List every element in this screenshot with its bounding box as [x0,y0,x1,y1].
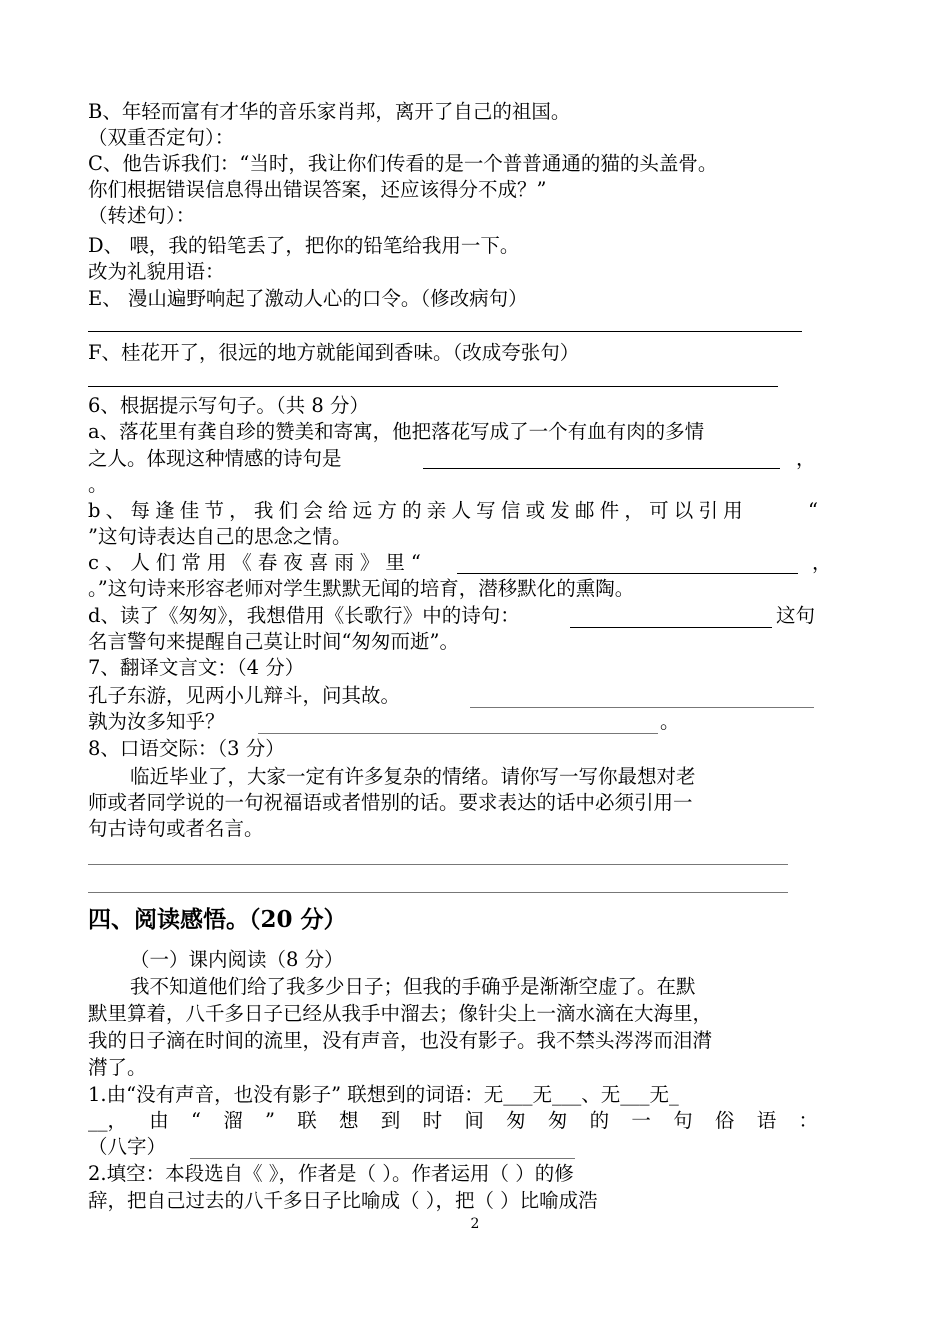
s8-answer-line2[interactable] [88,892,788,893]
s7-answer-line2[interactable] [258,733,658,734]
q1-word: 想 [339,1109,359,1132]
reading-para-line3: 我的日子滴在时间的流里，没有声音，也没有影子。我不禁头涔涔而泪潸 [88,1029,713,1052]
page-number: 2 [470,1216,480,1232]
s6-b-line2: ”这句诗表达自己的思念之情。 [88,525,352,548]
s5-f-answer-line[interactable] [88,386,778,387]
q1-word: __， [88,1109,128,1132]
part4-subheading: （一）课内阅读（8 分） [130,948,344,971]
s6-a-line2: 之人。体现这种情感的诗句是 [88,447,342,470]
s6-c-line1: c、人们常用《春夜喜雨》里“ [88,551,427,574]
s6-a-line1: a、落花里有龚自珍的赞美和寄寓，他把落花写成了一个有血有肉的多情 [88,420,705,443]
s6-d-answer-line[interactable] [570,627,772,628]
s5-b-task: （双重否定句）： [88,126,235,149]
s8-para-line3: 句古诗句或者名言。 [88,817,264,840]
q2-line2: 辞，把自己过去的八千多日子比喻成（ ），把（ ）比喻成浩 [88,1189,598,1212]
q1-word: 匆 [506,1109,526,1132]
q1-line1: 1.由“没有声音，也没有影子” 联想到的词语：无___无___、无___无_ [88,1083,679,1106]
s5-d-task: 改为礼貌用语： [88,260,225,283]
q1-word: 到 [380,1109,401,1132]
reading-para-line2: 默里算着，八千多日子已经从我手中溜去；像针尖上一滴水滴在大海里， [88,1002,713,1025]
s5-c-line2: 你们根据错误信息得出错误答案，还应该得分不成？” [88,178,547,201]
s5-c-line1: C、他告诉我们：“当时，我让你们传看的是一个普普通通的猫的头盖骨。 [88,152,718,175]
s5-e-answer-line[interactable] [88,331,802,332]
s8-heading: 8、口语交际：（3 分） [88,737,285,760]
q1-line3: （八字） [88,1135,167,1158]
s8-para-line2: 师或者同学说的一句祝福语或者惜别的话。要求表达的话中必须引用一 [88,791,693,814]
s5-b: B、年轻而富有才华的音乐家肖邦，离开了自己的祖国。 [88,100,571,123]
s8-answer-line1[interactable] [88,864,788,865]
s6-d-tail: 这句 [776,604,816,627]
s5-e: E、 漫山遍野响起了激动人心的口令。（修改病句） [88,287,528,310]
s6-d-line2: 名言警句来提醒自己莫让时间“匆匆而逝”。 [88,630,459,653]
s6-d-line1: d、读了《匆匆》，我想借用《长歌行》中的诗句： [88,604,520,627]
s6-a-line3: 。 [88,473,108,496]
s5-d: D、 喂，我的铅笔丢了，把你的铅笔给我用一下。 [88,234,520,257]
s6-b-quote: “ [808,499,818,522]
s6-a-comma: ， [796,447,816,470]
q1-word: 联 [297,1109,317,1132]
q1-word: ： [798,1109,818,1132]
s7-line2: 孰为汝多知乎？ [88,710,225,733]
q1-word: 句 [673,1109,693,1132]
q1-line2 [88,1108,818,1134]
s6-a-answer-line[interactable] [423,468,780,469]
part4-heading: 四、阅读感悟。（20 分） [88,906,347,933]
s6-c-line2: 。”这句诗来形容老师对学生默默无闻的培育，潜移默化的熏陶。 [88,577,635,600]
s6-b-text: b、每逢佳节，我们会给远方的亲人写信或发邮件，可以引用 [88,499,748,522]
q1-word: 的 [589,1109,610,1132]
s7-line1: 孔子东游，见两小儿辩斗，问其故。 [88,684,401,707]
s6-c-comma: ， [812,551,832,574]
s6-b-line1 [88,498,818,524]
s7-heading: 7、翻译文言文：（4 分） [88,656,305,679]
q1-answer-line[interactable] [190,1158,575,1159]
q1-word: ” [265,1109,276,1132]
q1-word: 时 [422,1109,443,1132]
reading-para-line4: 潸了。 [88,1056,147,1079]
q1-word: 匆 [547,1109,568,1132]
q1-word: 由 [149,1109,169,1132]
q1-word: “ [191,1109,202,1132]
s5-f: F、桂花开了，很远的地方就能闻到香味。（改成夸张句） [88,341,580,364]
s6-heading: 6、根据提示写句子。（共 8 分） [88,394,369,417]
s6-c-answer-line[interactable] [457,573,798,574]
q1-word: 俗 [714,1109,735,1132]
s7-period: 。 [660,710,680,733]
q1-word: 语 [756,1109,777,1132]
s7-answer-line1[interactable] [470,707,814,708]
q1-word: 一 [631,1109,651,1132]
s8-para-line1: 临近毕业了，大家一定有许多复杂的情绪。请你写一写你最想对老 [130,765,696,788]
s5-c-task: （转述句）： [88,204,196,227]
q1-word: 间 [464,1109,484,1132]
q2-line1: 2.填空：本段选自《 》，作者是（ ）。作者运用（ ）的修 [88,1162,574,1185]
reading-para-line1: 我不知道他们给了我多少日子；但我的手确乎是渐渐空虚了。在默 [130,975,696,998]
q1-word: 溜 [223,1109,243,1132]
